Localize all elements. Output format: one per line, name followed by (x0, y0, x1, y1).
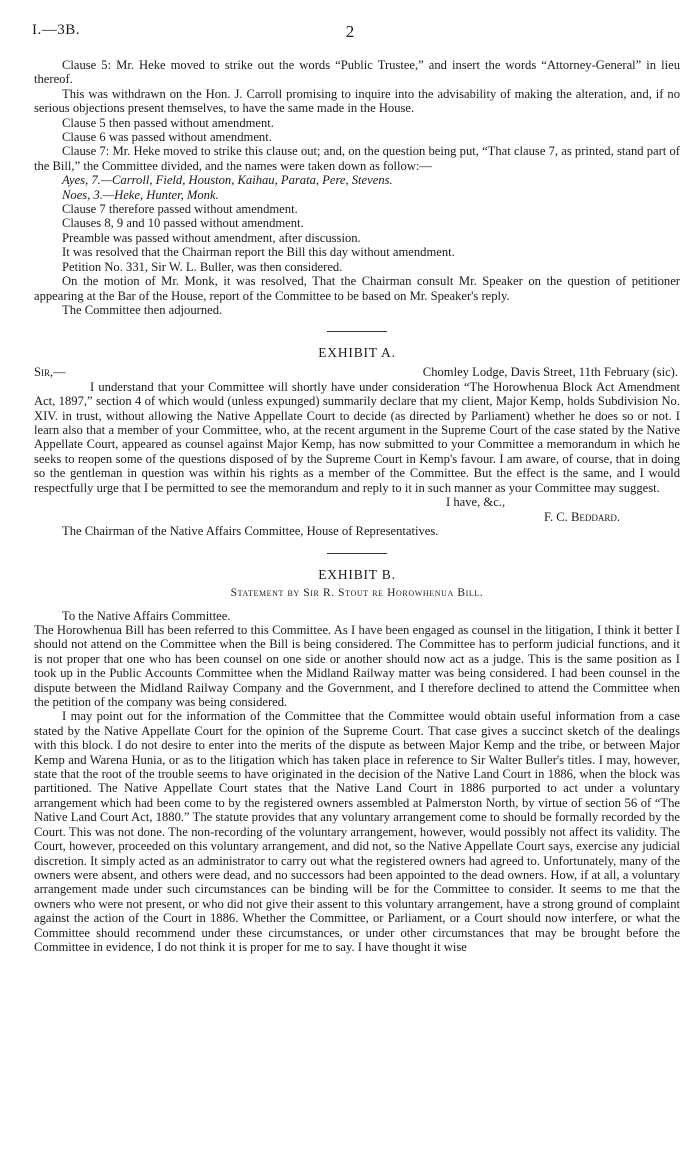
minute-clauses-8-10: Clauses 8, 9 and 10 passed without amendment. (62, 216, 304, 231)
minute-clause-7: Clause 7: Mr. Heke moved to strike this clause out; and, on the question being put, “That clause 7, as printed, stand part of the Bill,” the Committee divided, and the names were taken down as follow:— (34, 144, 680, 173)
statement-title: Statement by Sir R. Stout re Horowhenua Bill. (230, 587, 484, 600)
statement-paragraph-1: The Horowhenua Bill has been referred to this Committee. As I have been engaged as counsel in the litigation, I think it better I should not attend on the Committee when the Bill is being considered. The Committee has to perform judicial functions, and it is not proper that one who has been counsel on one side or another should now act as a judge. This is the same position as I took up in the Public Accounts Committee when the Midland Railway matter was being considered. I had been counsel in the dispute between the Midland Railway Company and the Government, and I therefore declined to attend the Committee when the petition of the company was being considered. (34, 623, 680, 710)
minute-monk-motion: On the motion of Mr. Monk, it was resolved, That the Chairman consult Mr. Speaker on the question of petitioner appearing at the Bar of the House, report of the Committee to be based on Mr. Speaker's reply. (34, 274, 680, 303)
minute-withdrawn: This was withdrawn on the Hon. J. Carroll promising to inquire into the advisability of making the alteration, and, if no serious objections present themselves, to have the same made in the House. (34, 86, 680, 116)
letter-salutation: Sir,— (34, 364, 66, 379)
section-divider-2 (327, 553, 387, 554)
page-number: 2 (345, 22, 355, 41)
minute-clause-5-passed: Clause 5 then passed without amendment. (62, 115, 274, 130)
letter-closing-row (34, 495, 680, 510)
minute-resolved-report: It was resolved that the Chairman report the Bill this day without amendment. (62, 245, 455, 260)
minute-clause-5: Clause 5: Mr. Heke moved to strike out the words “Public Trustee,” and insert the words “Attorney-General” in lieu thereof. (34, 58, 680, 87)
minute-clause-6-passed: Clause 6 was passed without amendment. (62, 130, 272, 145)
minute-petition: Petition No. 331, Sir W. L. Buller, was then considered. (62, 259, 343, 274)
minute-adjourned: The Committee then adjourned. (62, 302, 223, 317)
letter-address: Chomley Lodge, Davis Street, 11th February (sic). (422, 364, 678, 379)
exhibit-a (34, 346, 680, 538)
exhibit-b (34, 568, 680, 955)
letter-addressee: The Chairman of the Native Affairs Committee, House of Representatives. (62, 524, 439, 539)
committee-minutes (34, 58, 680, 317)
minute-preamble: Preamble was passed without amendment, after discussion. (62, 230, 361, 245)
letter-body: I understand that your Committee will shortly have under consideration “The Horowhenua Block Act Amendment Act, 1897,” section 4 of which would (unless expunged) summarily declare that my client, Major Kemp, holds Subdivision No. XIV. in trust, without allowing the Native Appellate Court to decide (as directed by Parliament) whether he does so or not. I learn also that a member of your Committee, who, at the recent argument in the Supreme Court of the case stated by the Native Appellate Court, appeared as counsel against Major Kemp, has now submitted to your Committee a memorandum in which he seeks to reopen some of the questions disposed of by the Supreme Court in Kemp's favour. I am aware, of course, that in doing so the gentleman in question was within his rights as a member of the Committee. But the effect is the same, and I would respectfully urge that I be permitted to see the memorandum and reply to it in such manner as your Committee may suggest. (34, 379, 680, 495)
minute-ayes: Ayes, 7.—Carroll, Field, Houston, Kaihau, Parata, Pere, Stevens. (62, 173, 393, 188)
letter-header-row (34, 365, 680, 380)
minute-clause-7-passed: Clause 7 therefore passed without amendment. (62, 202, 298, 217)
minute-noes: Noes, 3.—Heke, Hunter, Monk. (62, 187, 219, 202)
document-body (34, 58, 680, 954)
exhibit-a-heading: EXHIBIT A. (318, 345, 396, 361)
letter-signature: F. C. Beddard. (543, 509, 620, 524)
letter-closing: I have, &c., (446, 494, 506, 509)
statement-addressee: To the Native Affairs Committee. (62, 608, 231, 623)
page-header (32, 22, 668, 44)
section-divider (327, 331, 387, 332)
statement-paragraph-2: I may point out for the information of the Committee that the Committee would obtain useful information from a case stated by the Native Appellate Court for the opinion of the Supreme Court. That case gives a succinct sketch of the dealings with this block. I do not desire to enter into the merits of the dispute as between Major Kemp and the tribe, or between Major Kemp and Warena Hunia, or as to the litigation which has taken place in reference to Sir Walter Buller's titles. I may, however, state that the root of the trouble seems to have originated in the decision of the Native Land Court in 1886, when the block was partitioned. The Native Appellate Court states that the Native Land Court in 1886 purported to act under a voluntary arrangement which had been come to by the registered owners assembled at Palmerston North, by virtue of section 56 of “The Native Land Court Act, 1880.” The statute provides that any voluntary arrangement come to should be formally recorded by the Court. This was not done. The non-recording of the voluntary arrangement, however, would possibly not affect its validity. The Court, however, proceeded on this voluntary arrangement, and did not, so the Native Appellate Court says, exercise any judicial discretion. It simply acted as an administrator to carry out what the registered owners had agreed to. Unfortunately, many of the owners were absent, and others were dead, and no successors had been appointed to the dead owners. How, if at all, a voluntary arrangement made under such circumstances can be binding will be for the Committee to consider. It seems to me that the owners who were not present, or who did not give their assent to this voluntary arrangement, have a strong ground of complaint against the action of the Court in 1886. Whether the Committee, or Parliament, or a Court should now interfere, or what the Committee should recommend under these circumstances, or under other circumstances that may be brought before the Committee in evidence, I do not think it is proper for me to say. I have thought it wise (34, 709, 680, 954)
document-reference: I.—3B. (32, 22, 80, 38)
exhibit-b-heading: EXHIBIT B. (318, 566, 396, 582)
